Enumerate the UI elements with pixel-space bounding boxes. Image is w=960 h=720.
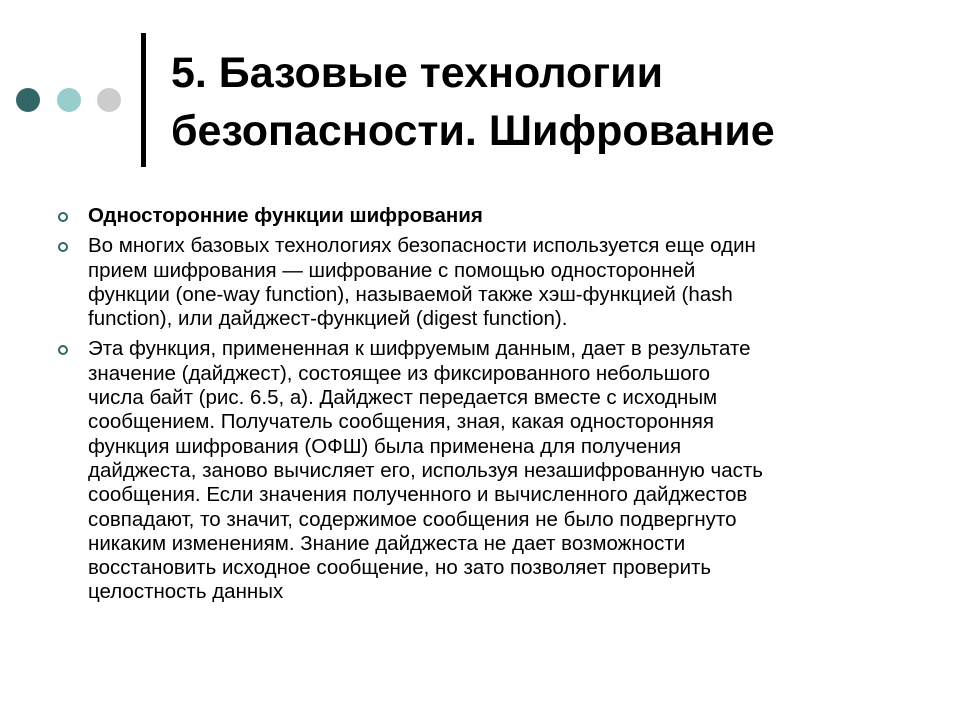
circle-bullet-icon	[58, 345, 68, 355]
bullet-line: совпадают, то значит, содержимое сообщения не было подвергнуто	[88, 507, 737, 531]
bullet-line: Односторонние функции шифрования	[88, 204, 483, 227]
title-line: 5. Базовые технологии	[171, 49, 664, 97]
decorative-dot-teal	[57, 88, 81, 112]
bullet-line: целостность данных	[88, 580, 284, 604]
bullet-item-definition	[58, 234, 938, 331]
bullet-line: прием шифрования — шифрование с помощью односторонней	[88, 258, 696, 282]
bullet-line: Эта функция, примененная к шифруемым данным, дает в результате	[88, 337, 751, 361]
bullet-line: значение (дайджест), состоящее из фиксированного небольшого	[88, 361, 711, 385]
bullet-line: сообщением. Получатель сообщения, зная, какая односторонняя	[88, 410, 714, 434]
bullet-line: числа байт (рис. 6.5, а). Дайджест передается вместе с исходным	[88, 386, 718, 410]
bullet-line: сообщения. Если значения полученного и вычисленного дайджестов	[88, 483, 748, 507]
slide-body	[58, 204, 938, 611]
title-line: безопасности. Шифрование	[171, 107, 775, 155]
bullet-line: Во многих базовых технологиях безопасности используется еще один	[88, 234, 756, 258]
decorative-dot-gray	[97, 88, 121, 112]
slide-title	[171, 44, 775, 160]
bullet-item-heading	[58, 204, 938, 228]
bullet-item-explanation	[58, 337, 938, 604]
circle-bullet-icon	[58, 242, 68, 252]
bullet-line: функция шифрования (ОФШ) была применена для получения	[88, 434, 682, 458]
title-divider	[141, 33, 146, 167]
circle-bullet-icon	[58, 212, 68, 222]
bullet-line: функции (one-way function), называемой также хэш-функцией (hash	[88, 282, 733, 306]
bullet-line: восстановить исходное сообщение, но зато позволяет проверить	[88, 556, 712, 580]
bullet-line: никаким изменениям. Знание дайджеста не дает возможности	[88, 531, 686, 555]
bullet-line: дайджеста, заново вычисляет его, используя незашифрованную часть	[88, 458, 763, 482]
decorative-dot-dark	[16, 88, 40, 112]
bullet-line: function), или дайджест-функцией (digest function).	[88, 307, 568, 331]
